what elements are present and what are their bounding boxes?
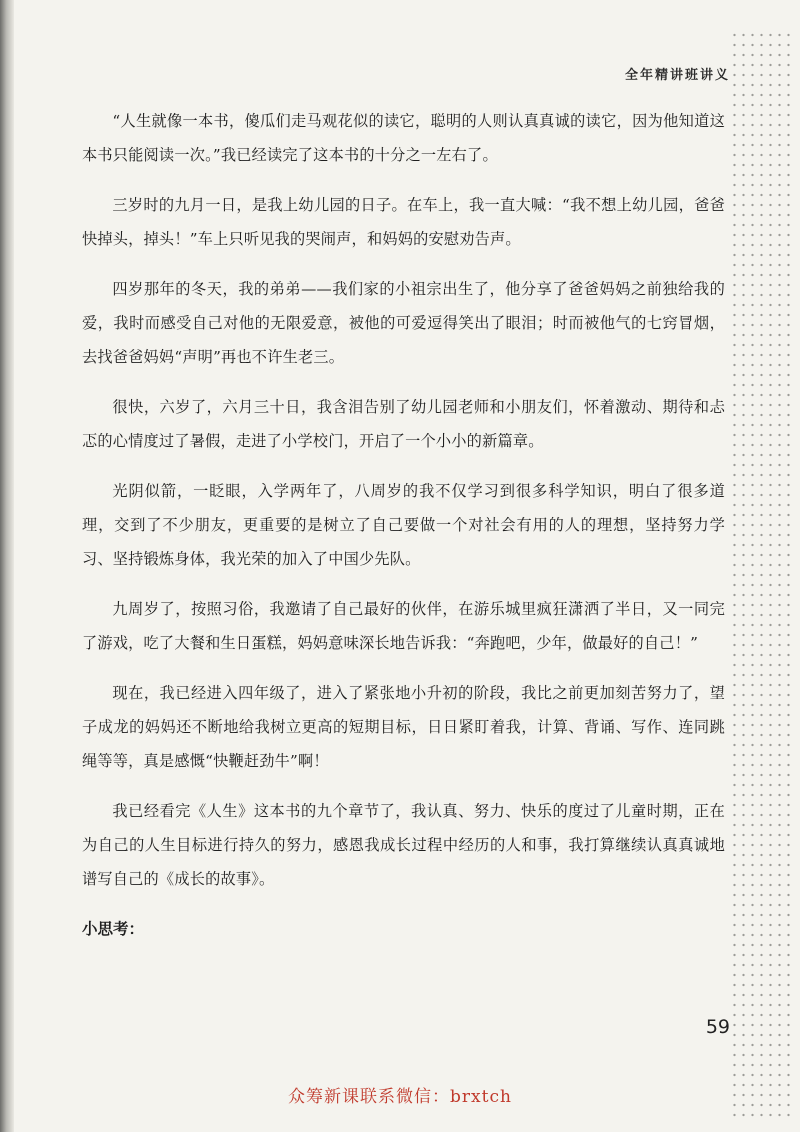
footer-watermark-note: 众筹新课联系微信：brxtch xyxy=(288,1087,512,1107)
running-header: 全年精讲班讲义 xyxy=(624,68,730,83)
essay-paragraph-4: 很快，六岁了，六月三十日，我含泪告别了幼儿园老师和小朋友们，怀着激动、期待和忐忑的心情度过了暑假，走进了小学校门，开启了一个小小的新篇章。 xyxy=(82,398,725,450)
essay-paragraph-5: 光阴似箭，一眨眼，入学两年了，八周岁的我不仅学习到很多科学知识，明白了很多道理，交到了不少朋友，更重要的是树立了自己要做一个对社会有用的人的理想，坚持努力学习、坚持锻炼身体，我光荣的加入了中国少先队。 xyxy=(82,482,725,568)
essay-paragraph-8: 我已经看完《人生》这本书的九个章节了，我认真、努力、快乐的度过了儿童时期，正在为自己的人生目标进行持久的努力，感恩我成长过程中经历的人和事，我打算继续认真真诚地谱写自己的《成长的故事》。 xyxy=(82,802,725,888)
essay-paragraph-1: “人生就像一本书，傻瓜们走马观花似的读它，聪明的人则认真真诚的读它，因为他知道这本书只能阅读一次。”我已经读完了这本书的十分之一左右了。 xyxy=(82,112,725,164)
page-binding-shadow xyxy=(0,0,14,1132)
section-heading: 小思考： xyxy=(82,919,145,938)
essay-paragraph-7: 现在，我已经进入四年级了，进入了紧张地小升初的阶段，我比之前更加刻苦努力了，望子成龙的妈妈还不断地给我树立更高的短期目标，日日紧盯着我，计算、背诵、写作、连同跳绳等等，真是感慨“快鞭赶劲牛”啊！ xyxy=(82,684,725,770)
essay-paragraph-6: 九周岁了，按照习俗，我邀请了自己最好的伙伴，在游乐城里疯狂潇洒了半日，又一同完了游戏，吃了大餐和生日蛋糕，妈妈意味深长地告诉我：“奔跑吧，少年，做最好的自己！” xyxy=(82,600,725,652)
page-number: 59 xyxy=(705,1016,730,1038)
dotted-margin-strip xyxy=(730,30,790,1120)
essay-body xyxy=(82,104,725,946)
essay-paragraph-3: 四岁那年的冬天，我的弟弟——我们家的小祖宗出生了，他分享了爸爸妈妈之前独给我的爱，我时而感受自己对他的无限爱意，被他的可爱逗得笑出了眼泪；时而被他气的七窍冒烟，去找爸爸妈妈“声明”再也不许生老三。 xyxy=(82,280,725,366)
essay-paragraph-2: 三岁时的九月一日，是我上幼儿园的日子。在车上，我一直大喊：“我不想上幼儿园，爸爸快掉头，掉头！”车上只听见我的哭闹声，和妈妈的安慰劝告声。 xyxy=(82,196,725,248)
